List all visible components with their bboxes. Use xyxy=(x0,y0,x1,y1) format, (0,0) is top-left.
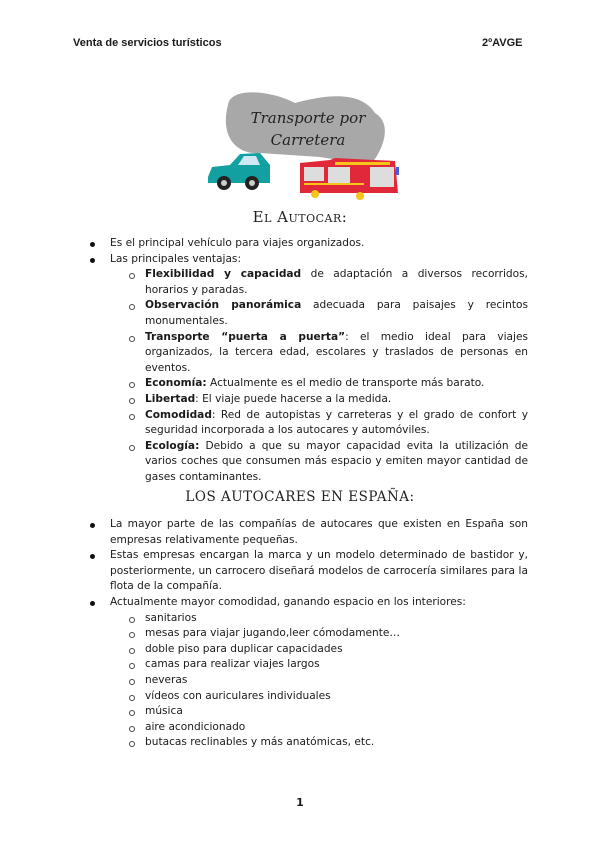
interior-item: sanitarios xyxy=(80,611,528,627)
list-item: Es el principal vehículo para viajes organizados. xyxy=(80,236,528,252)
interior-item: doble piso para duplicar capacidades xyxy=(80,642,528,658)
advantage-term: Ecología: xyxy=(145,439,200,452)
interior-item: neveras xyxy=(80,673,528,689)
interior-item: aire acondicionado xyxy=(80,720,528,736)
interior-item: mesas para viajar jugando,leer cómodamente… xyxy=(80,626,528,642)
advantage-item xyxy=(80,408,528,439)
advantage-item xyxy=(80,439,528,486)
advantage-text: : El viaje puede hacerse a la medida. xyxy=(195,392,392,405)
advantage-term: Economía: xyxy=(145,377,207,390)
section-title-autocar: El Autocar: xyxy=(252,208,348,226)
advantage-item xyxy=(80,392,528,408)
interior-item: butacas reclinables y más anatómicas, etc. xyxy=(80,735,528,751)
interior-item: música xyxy=(80,704,528,720)
advantage-term: Comodidad xyxy=(145,408,212,421)
header-title: Venta de servicios turísticos xyxy=(73,37,222,49)
interior-item: vídeos con auriculares individuales xyxy=(80,689,528,705)
bus-icon xyxy=(300,158,399,200)
section-autocar xyxy=(80,236,528,486)
section-title-espana: LOS AUTOCARES EN ESPAÑA: xyxy=(185,489,415,505)
banner-line-1: Transporte por xyxy=(250,109,366,127)
advantage-text: Actualmente es el medio de transporte más barato. xyxy=(206,377,485,390)
interior-item: camas para realizar viajes largos xyxy=(80,657,528,673)
advantage-text: adecuada para paisajes y recintos monumentales. xyxy=(145,299,528,327)
advantage-term: Transporte “puerta a puerta” xyxy=(145,330,346,343)
banner-illustration xyxy=(200,85,410,200)
list-item: La mayor parte de las compañías de autocares que existen en España son empresas relativamente pequeñas. xyxy=(80,517,528,548)
advantage-text: Debido a que su mayor capacidad evita la utilización de varios coches que consumen más espacio y emiten mayor cantidad de gases contaminantes. xyxy=(145,439,528,483)
page-number: 1 xyxy=(296,796,304,809)
list-item: Estas empresas encargan la marca y un modelo determinado de bastidor y, posteriormente, un carrocero diseñará modelos de carrocería similares para la flota de la compañía. xyxy=(80,548,528,595)
advantage-text: de adaptación a diversos recorridos, horarios y paradas. xyxy=(145,268,528,296)
advantage-term: Flexibilidad y capacidad xyxy=(145,268,302,281)
advantage-item xyxy=(80,298,528,329)
advantage-text: : el medio ideal para viajes organizados, la tercera edad, escolares y traslados de personas en eventos. xyxy=(145,330,528,374)
car-icon xyxy=(208,153,270,190)
advantage-text: : Red de autopistas y carreteras y el grado de confort y seguridad incorporada a los autocares y automóviles. xyxy=(145,408,528,437)
banner-line-2: Carretera xyxy=(270,131,346,149)
advantage-item xyxy=(80,330,528,377)
advantage-item xyxy=(80,267,528,298)
advantage-term: Observación panorámica xyxy=(145,299,302,312)
header-course: 2ºAVGE xyxy=(482,37,523,49)
list-item: Actualmente mayor comodidad, ganando espacio en los interiores: xyxy=(80,595,528,611)
advantage-term: Libertad xyxy=(145,392,196,405)
list-item: Las principales ventajas: xyxy=(80,252,528,268)
advantage-item xyxy=(80,376,528,392)
section-espana xyxy=(80,517,528,751)
